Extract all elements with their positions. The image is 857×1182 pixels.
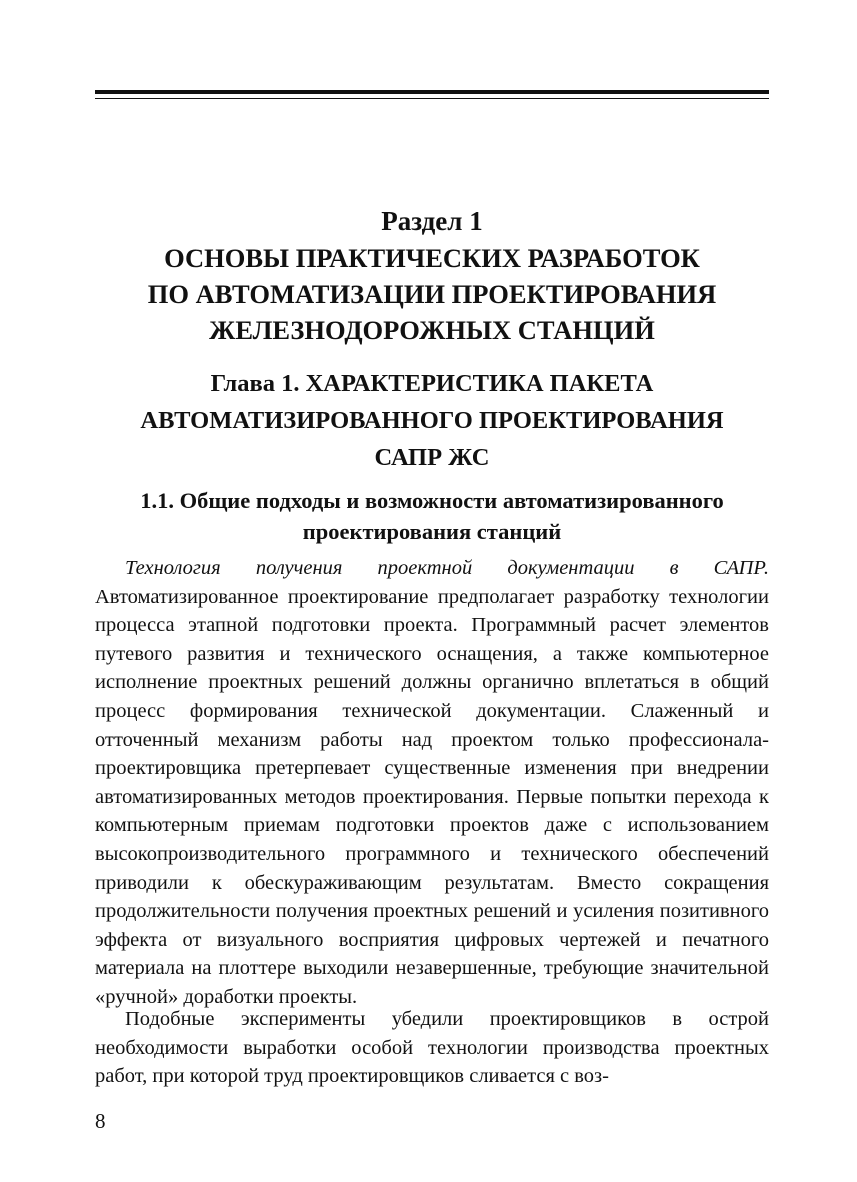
paragraph-text: Подобные эксперименты убедили проектировщиков в острой необходимости выработки особой технологии производства проектных работ, при которой труд проектировщиков сливается с воз- [95,1008,769,1088]
chapter-title [95,365,769,476]
top-rule [95,90,769,94]
chapter-title-line: Глава 1. ХАРАКТЕРИСТИКА ПАКЕТА [210,370,654,397]
top-rule-thin [95,98,769,99]
paragraph-lead-in: Технология получения проектной документации в САПР. [125,557,769,579]
subsection-title-line: проектирования станций [302,519,562,544]
paragraph-text: Автоматизированное проектирование предполагает разработку технологии процесса этапной подготовки проекта. Программный расчет элементов путевого развития и технического оснащения, а также компьютерное исполнение проектных решений должны органично вплетаться в общий процесс формирования технической документации. Слаженный и отточенный механизм работы над проектом только профессионала-проектировщика претерпевает существенные изменения при внедрении автоматизированных методов проектирования. Первые попытки перехода к компьютерным приемам подготовки проектов даже с использованием высокопроизводительного программного и технического обеспечений приводили к обескураживающим результатам. Вместо сокращения продолжительности получения проектных решений и усиления позитивного эффекта от визуального восприятия цифровых чертежей и печатного материала на плоттере выходили незавершенные, требующие значительной «ручной» доработки проекты. [95,585,769,1008]
section-label: Раздел 1 [381,206,483,236]
subsection-title [95,485,769,547]
section-title [95,240,769,348]
section-title-line: ОСНОВЫ ПРАКТИЧЕСКИХ РАЗРАБОТОК [164,243,700,273]
section-title-line: ПО АВТОМАТИЗАЦИИ ПРОЕКТИРОВАНИЯ [147,279,717,309]
chapter-title-line: АВТОМАТИЗИРОВАННОГО ПРОЕКТИРОВАНИЯ [140,407,724,434]
page-number: 8 [95,1109,106,1133]
body-paragraph [95,1005,769,1091]
subsection-title-line: 1.1. Общие подходы и возможности автоматизированного [140,488,724,513]
section-title-line: ЖЕЛЕЗНОДОРОЖНЫХ СТАНЦИЙ [209,315,655,345]
chapter-title-line: САПР ЖС [374,444,490,471]
body-paragraph [95,554,769,1012]
